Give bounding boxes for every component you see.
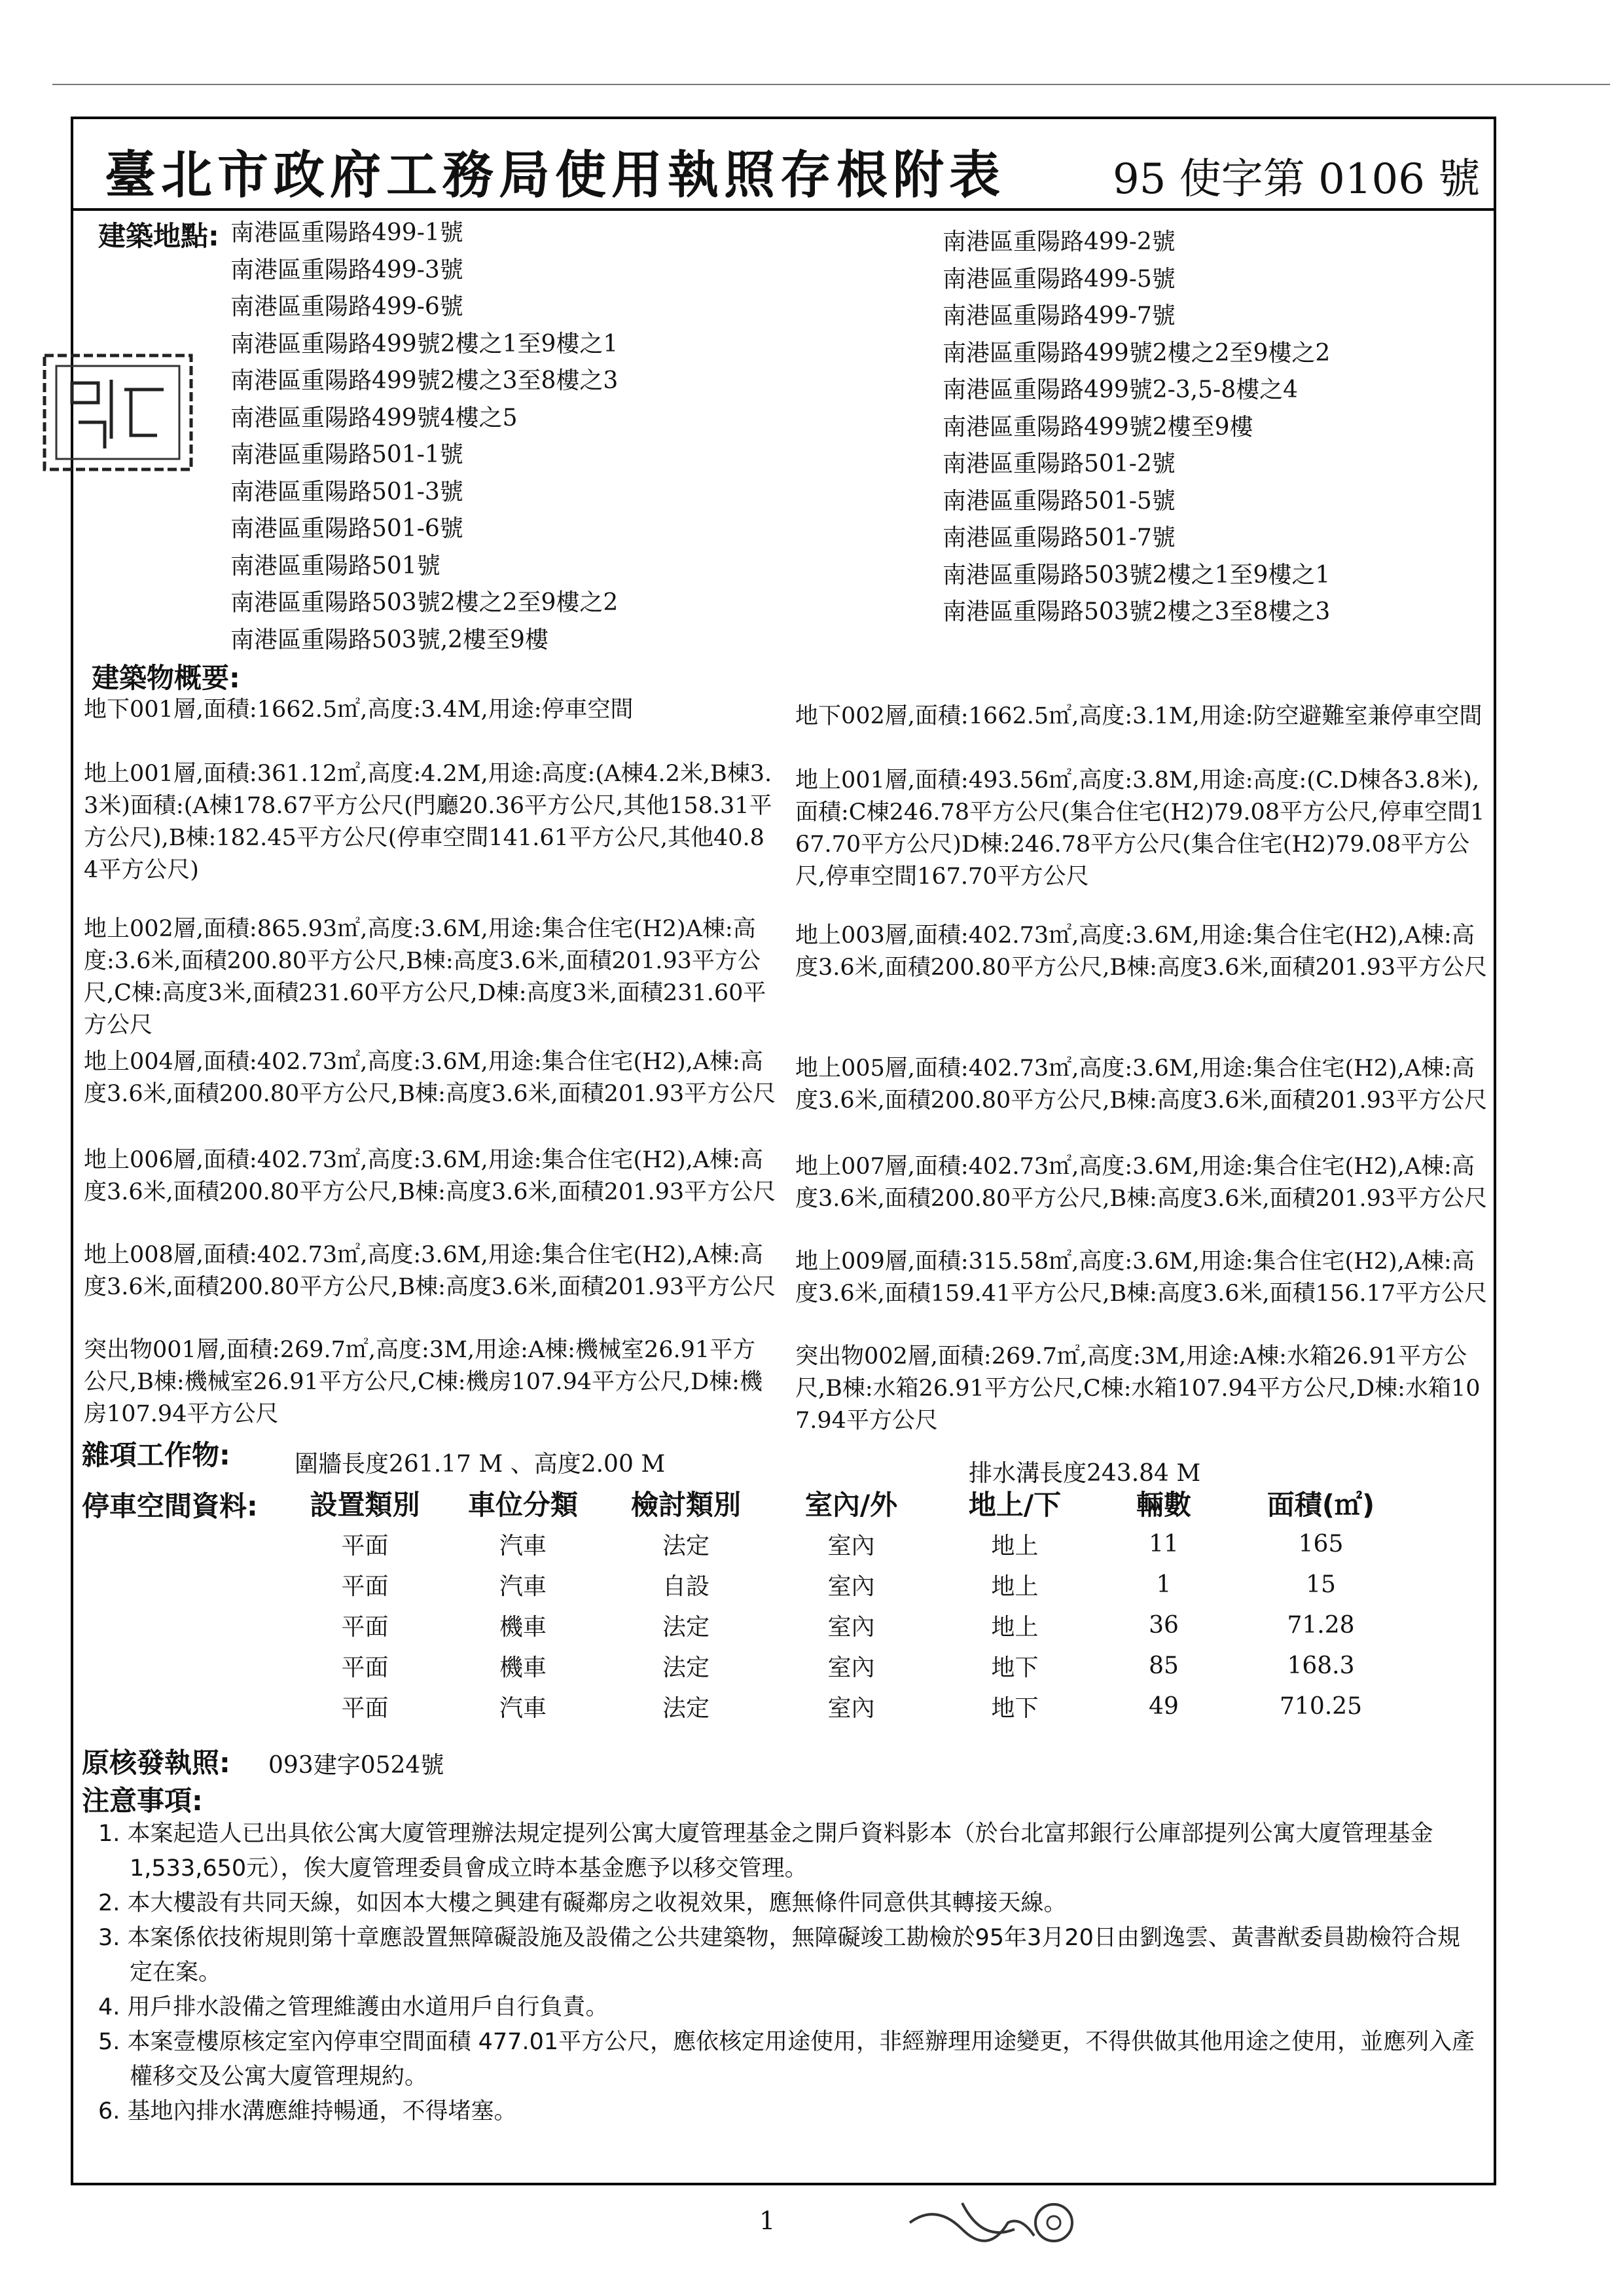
floor-entry: 地上001層,面積:493.56㎡,高度:3.8M,用途:高度:(C.D棟各3.8米),面積:C棟246.78平方公尺(集合住宅(H2)79.08平方公尺,停車空間167.70平方公尺)D棟:246.78平方公尺(集合住宅(H2)79.08平方公尺,停車空間167.70平方公尺 (795, 767, 1485, 890)
floor-entry: 地下001層,面積:1662.5㎡,高度:3.4M,用途:停車空間 (84, 697, 634, 723)
title-divider (71, 208, 1496, 211)
address-item: 南港區重陽路499號2樓之1至9樓之1 (230, 330, 619, 357)
original-license-label: 原核發執照: (82, 1747, 230, 1779)
wall-spec: 圍牆長度261.17 M 、高度2.00 M (295, 1451, 666, 1478)
table-row (288, 1564, 1409, 1605)
table-cell: 室內 (827, 1573, 875, 1600)
parking-column-header: 車位分類 (467, 1489, 578, 1521)
table-row (288, 1523, 1409, 1564)
page-number: 1 (759, 2206, 776, 2235)
note-item: 5. 本案壹樓原核定室內停車空間面積 477.01平方公尺，應依核定用途使用，非經辦理用途變更，不得供做其他用途之使用，並應列入產權移交及公寓大廈管理規約。 (98, 2029, 1475, 2090)
floor-entry: 地上003層,面積:402.73㎡,高度:3.6M,用途:集合住宅(H2),A棟:高度3.6米,面積200.80平方公尺,B棟:高度3.6米,面積201.93平方公尺 (795, 922, 1488, 981)
table-cell: 法定 (662, 1654, 710, 1681)
table-cell: 平面 (341, 1532, 389, 1559)
table-cell: 室內 (827, 1532, 875, 1559)
table-cell: 機車 (499, 1654, 547, 1681)
floor-entry: 突出物001層,面積:269.7㎡,高度:3M,用途:A棟:機械室26.91平方公尺,B棟:機械室26.91平方公尺,C棟:機房107.94平方公尺,D棟:機房107.94平方公尺 (84, 1337, 763, 1427)
parking-column-header: 檢討類別 (630, 1489, 741, 1521)
table-cell: 平面 (341, 1573, 389, 1600)
address-item: 南港區重陽路499-1號 (230, 219, 463, 246)
address-item: 南港區重陽路501-6號 (230, 515, 463, 542)
table-cell: 平面 (341, 1694, 389, 1722)
address-item: 南港區重陽路503號2樓之1至9樓之1 (943, 561, 1331, 589)
address-item: 南港區重陽路499號2-3,5-8樓之4 (943, 376, 1299, 403)
parking-column-header: 地上/下 (968, 1489, 1062, 1521)
location-list-left (230, 215, 618, 659)
address-item: 南港區重陽路501-3號 (230, 478, 463, 505)
misc-works-label: 雜項工作物: (82, 1439, 230, 1471)
table-cell: 168.3 (1287, 1652, 1355, 1679)
table-cell: 室內 (827, 1694, 875, 1722)
address-item: 南港區重陽路501-7號 (943, 524, 1176, 551)
table-cell: 地上 (991, 1573, 1039, 1600)
floor-entry: 地上004層,面積:402.73㎡,高度:3.6M,用途:集合住宅(H2),A棟:高度3.6米,面積200.80平方公尺,B棟:高度3.6米,面積201.93平方公尺 (84, 1049, 776, 1107)
floor-entry: 地上002層,面積:865.93㎡,高度:3.6M,用途:集合住宅(H2)A棟:高度:3.6米,面積200.80平方公尺,B棟:高度3.6米,面積201.93平方公尺,C棟:高度3米,面積231.60平方公尺,D棟:高度3米,面積231.60平方公尺 (84, 916, 766, 1038)
address-item: 南港區重陽路501-2號 (943, 450, 1176, 477)
address-item: 南港區重陽路501-5號 (943, 487, 1176, 515)
table-cell: 汽車 (499, 1573, 547, 1600)
address-item: 南港區重陽路503號2樓之2至9樓之2 (230, 589, 619, 616)
document-title: 臺北市政府工務局使用執照存根附表 (105, 146, 1006, 205)
address-item: 南港區重陽路499號4樓之5 (230, 404, 518, 431)
table-cell: 165 (1298, 1530, 1344, 1558)
floor-entry: 地上005層,面積:402.73㎡,高度:3.6M,用途:集合住宅(H2),A棟:高度3.6米,面積200.80平方公尺,B棟:高度3.6米,面積201.93平方公尺 (795, 1055, 1488, 1114)
notes-label: 注意事項: (82, 1785, 203, 1817)
table-cell: 機車 (499, 1613, 547, 1641)
table-cell: 平面 (341, 1613, 389, 1641)
parking-column-header: 設置類別 (310, 1489, 420, 1521)
table-cell: 710.25 (1280, 1692, 1362, 1720)
table-cell: 地上 (991, 1532, 1039, 1559)
table-cell: 汽車 (499, 1532, 547, 1559)
overview-label: 建築物概要: (92, 662, 240, 694)
address-item: 南港區重陽路499-7號 (943, 302, 1176, 329)
address-item: 南港區重陽路501號 (230, 552, 440, 579)
table-cell: 71.28 (1287, 1611, 1355, 1639)
notes-list (98, 1817, 1479, 2129)
location-list-right (943, 224, 1330, 631)
address-item: 南港區重陽路499號2樓之2至9樓之2 (943, 339, 1331, 367)
location-label: 建築地點: (98, 220, 219, 252)
table-cell: 15 (1306, 1571, 1336, 1598)
address-item: 南港區重陽路499-5號 (943, 265, 1176, 293)
parking-table (288, 1483, 1409, 1726)
parking-label: 停車空間資料: (82, 1490, 258, 1522)
table-cell: 自設 (662, 1573, 710, 1600)
parking-column-header: 面積(㎡) (1267, 1489, 1375, 1521)
address-item: 南港區重陽路499號2樓之3至8樓之3 (230, 367, 619, 394)
table-cell: 地上 (991, 1613, 1039, 1641)
floor-entry: 地上001層,面積:361.12㎡,高度:4.2M,用途:高度:(A棟4.2米,B棟3.3米)面積:(A棟178.67平方公尺(門廳20.36平方公尺,其他158.31平方公尺),B棟:182.45平方公尺(停車空間141.61平方公尺,其他40.84平方公尺) (84, 761, 772, 883)
parking-column-header: 室內/外 (804, 1489, 898, 1521)
floor-entry: 地上008層,面積:402.73㎡,高度:3.6M,用途:集合住宅(H2),A棟:高度3.6米,面積200.80平方公尺,B棟:高度3.6米,面積201.93平方公尺 (84, 1242, 776, 1300)
address-item: 南港區重陽路499-2號 (943, 228, 1176, 255)
address-item: 南港區重陽路503號2樓之3至8樓之3 (943, 598, 1331, 625)
table-cell: 室內 (827, 1613, 875, 1641)
table-row (288, 1605, 1409, 1645)
scan-top-line (52, 84, 1610, 85)
note-item: 2. 本大樓設有共同天線，如因本大樓之興建有礙鄰房之收視效果，應無條件同意供其轉接天線。 (98, 1890, 1067, 1916)
table-cell: 法定 (662, 1613, 710, 1641)
table-row (288, 1645, 1409, 1686)
table-cell: 11 (1149, 1530, 1179, 1558)
drain-spec: 排水溝長度243.84 M (969, 1460, 1201, 1487)
table-cell: 1 (1156, 1571, 1172, 1598)
address-item: 南港區重陽路501-1號 (230, 441, 463, 468)
address-item: 南港區重陽路499-6號 (230, 293, 463, 320)
table-cell: 法定 (662, 1694, 710, 1722)
signature-scribble (903, 2177, 1087, 2269)
table-cell: 49 (1149, 1692, 1179, 1720)
permit-number: 95 使字第 0106 號 (1113, 155, 1481, 204)
table-cell: 36 (1149, 1611, 1179, 1639)
note-item: 6. 基地內排水溝應維持暢通，不得堵塞。 (98, 2098, 517, 2124)
table-cell: 室內 (827, 1654, 875, 1681)
parking-table-header (288, 1483, 1409, 1523)
table-cell: 法定 (662, 1532, 710, 1559)
table-cell: 地下 (991, 1654, 1039, 1681)
floor-entry: 地上006層,面積:402.73㎡,高度:3.6M,用途:集合住宅(H2),A棟:高度3.6米,面積200.80平方公尺,B棟:高度3.6米,面積201.93平方公尺 (84, 1147, 776, 1205)
original-license-value: 093建字0524號 (268, 1752, 444, 1779)
parking-column-header: 輛數 (1136, 1489, 1191, 1521)
floor-entry: 地上007層,面積:402.73㎡,高度:3.6M,用途:集合住宅(H2),A棟:高度3.6米,面積200.80平方公尺,B棟:高度3.6米,面積201.93平方公尺 (795, 1154, 1488, 1212)
address-item: 南港區重陽路499-3號 (230, 256, 463, 283)
note-item: 1. 本案起造人已出具依公寓大廈管理辦法規定提列公寓大廈管理基金之開戶資料影本（於台北富邦銀行公庫部提列公寓大廈管理基金1,533,650元），俟大廈管理委員會成立時本基金應予以移交管理。 (98, 1821, 1433, 1882)
table-cell: 85 (1149, 1652, 1179, 1679)
table-cell: 地下 (991, 1694, 1039, 1722)
address-item: 南港區重陽路503號,2樓至9樓 (230, 626, 548, 653)
seal-stamp (39, 350, 196, 475)
floor-entry: 地下002層,面積:1662.5㎡,高度:3.1M,用途:防空避難室兼停車空間 (795, 703, 1483, 729)
address-item: 南港區重陽路499號2樓至9樓 (943, 413, 1253, 441)
table-cell: 汽車 (499, 1694, 547, 1722)
table-cell: 平面 (341, 1654, 389, 1681)
note-item: 3. 本案係依技術規則第十章應設置無障礙設施及設備之公共建築物，無障礙竣工勘檢於95年3月20日由劉逸雲、黃書猷委員勘檢符合規定在案。 (98, 1925, 1460, 1986)
note-item: 4. 用戶排水設備之管理維護由水道用戶自行負責。 (98, 1994, 609, 2020)
floor-entry: 地上009層,面積:315.58㎡,高度:3.6M,用途:集合住宅(H2),A棟:高度3.6米,面積159.41平方公尺,B棟:高度3.6米,面積156.17平方公尺 (795, 1248, 1488, 1307)
table-row (288, 1686, 1409, 1726)
floor-entry: 突出物002層,面積:269.7㎡,高度:3M,用途:A棟:水箱26.91平方公尺,B棟:水箱26.91平方公尺,C棟:水箱107.94平方公尺,D棟:水箱107.94平方公尺 (795, 1343, 1481, 1434)
